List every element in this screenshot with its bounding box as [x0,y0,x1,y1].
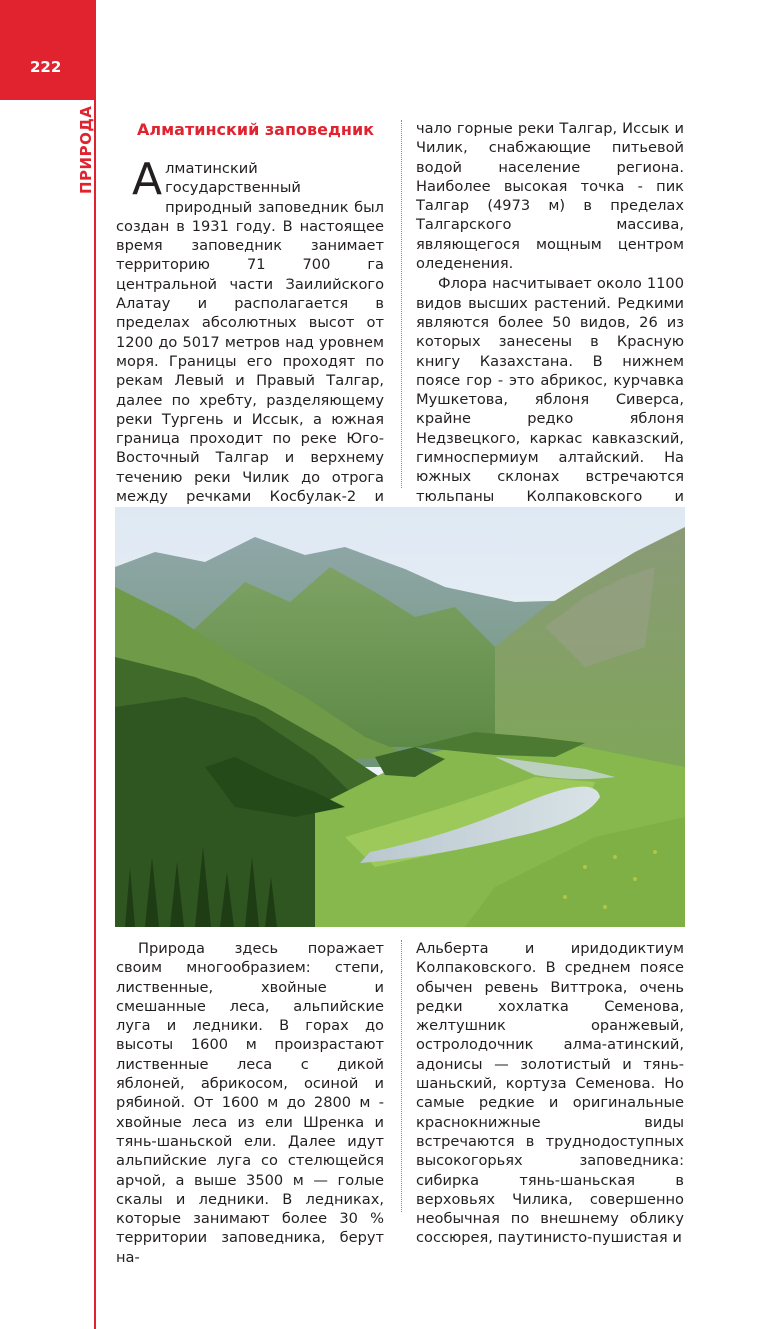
paragraph-nature: Природа здесь поражает своим многообразием: степи, лиственные, хвойные и смешанные леса, альпийские луга и ледники. В горах до высоты 1600 м произрастают лиственные леса с дикой яблоней, абрикосом, осиной и рябиной. От 1600 м до 2800 м - хвойные леса из ели Шренка и тянь-шаньской ели. Далее идут альпийские луга со стелющейся арчой, а выше 3500 м — голые скалы и ледники. В ледниках, которые занимают более 30 % территории заповедника, берут на- [116,940,384,1266]
landscape-image [115,507,685,927]
page-number-tab [0,0,96,100]
column-divider-bottom [401,940,402,1212]
paragraph-rare-species: Альберта и иридодиктиум Колпаковского. В среднем поясе обычен ревень Виттрока, очень редки хохлатка Семенова, желтушник оранжевый, остролодочник алма-атинский, адонисы — золотистый и тянь-шаньский, кортуза Семенова. Но самые редкие и оригинальные краснокнижные виды встречаются в труднодоступных высокогорьях заповедника: сибирка тянь-шаньская в верховьях Чилика, совершенно необычная по внешнему облику соссюрея, паутинисто-пушистая и [416,940,684,1247]
section-label: ПРИРОДА [77,105,95,194]
paragraph-rivers: чало горные реки Талгар, Иссык и Чилик, снабжающие питьевой водой население региона. Наиболее высокая точка - пик Талгар (4973 м) в пределах Талгарского массива, являющегося мощным центром оледенения. [416,120,684,273]
paragraph-intro [116,154,384,526]
column-top-right [416,119,684,525]
margin-rule [94,100,96,1329]
page-number: 222 [30,58,62,76]
column-divider-top [401,120,402,488]
mountain-valley-photo [115,507,685,927]
paragraph-flora: Флора насчитывает около 1100 видов высших растений. Редкими являются более 50 видов, 26 из которых занесены в Красную книгу Казахстана. В нижнем поясе гор - это абрикос, курчавка Мушкетова, яблоня Сиверса, крайне редко яблоня Недзвецкого, каркас кавказский, гимноспермиум алтайский. На южных склонах встречаются тюльпаны Колпаковского и [416,275,684,505]
paragraph-intro-text: лматинский государственный природный заповедник был создан в 1931 году. В настоящее время заповедник занимает территорию 71 700 га центральной части Заилийского Алатау и располагается в пределах абсолютных высот от 1200 до 5017 метров над уровнем моря. Границы его проходят по рекам Левый и Правый Талгар, далее по хребту, разделяющему реки Тургень и Иссык, а южная граница проходит по реке Юго-Восточный Талгар и верхнему течению реки Чилик до отрога между речками Косбулак-2 и [116,160,384,506]
column-top-left [116,154,384,526]
column-bottom-right [416,939,684,1248]
article-title: Алматинский заповедник [137,120,375,139]
column-bottom-left [116,939,384,1267]
drop-cap: А [132,154,163,205]
